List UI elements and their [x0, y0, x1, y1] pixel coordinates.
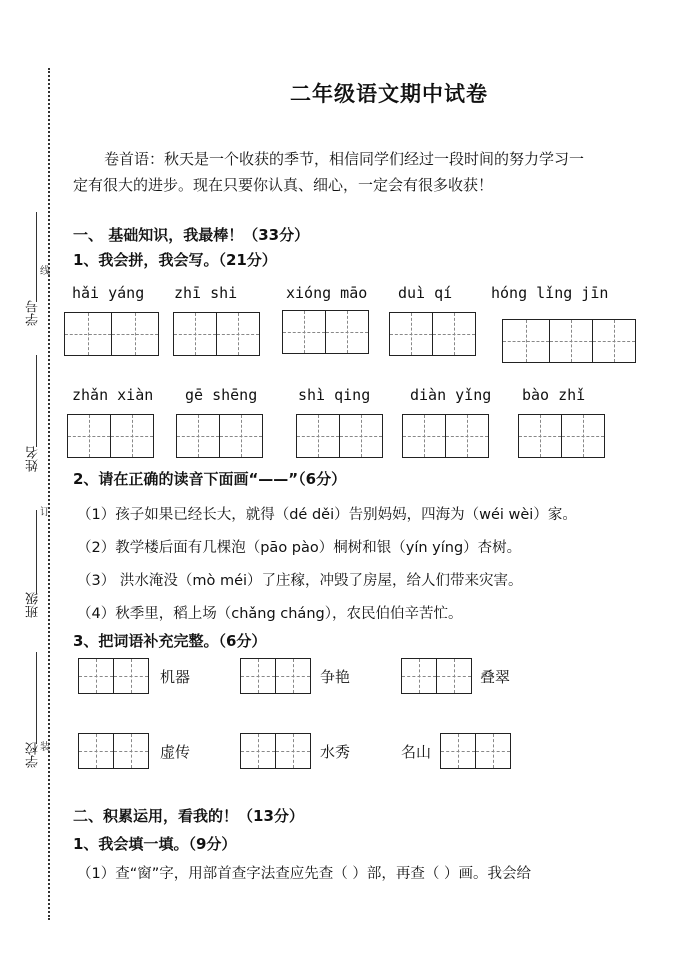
word-grid[interactable]: [78, 733, 148, 769]
q2-item: （3） 洪水淹没（mò méi）了庄稼，冲毁了房屋，给人们带来灾害。: [77, 573, 523, 589]
intro-line-1: 卷首语：秋天是一个收获的季节，相信同学们经过一段时间的努力学习一: [104, 150, 585, 168]
xingming-field[interactable]: [36, 355, 37, 447]
q2-item: （4）秋季里，稻上场（chǎng cháng），农民伯伯辛苦忙。: [77, 606, 463, 622]
pinyin-item: bào zhǐ: [522, 386, 586, 404]
pinyin-item: zhǎn xiàn: [72, 386, 154, 404]
section2-heading: 二、积累运用，看我的！（13分）: [73, 807, 304, 825]
section2-q1-heading: 1、我会填一填。（9分）: [73, 835, 237, 853]
word-label: 虚传: [160, 743, 191, 761]
q2-item: （2）教学楼后面有几棵泡（pāo pào）桐树和银（yín yíng）杏树。: [77, 540, 522, 556]
pinyin-item: hǎi yáng: [72, 284, 145, 302]
pinyin-item: gē shēng: [185, 386, 258, 404]
pinyin-item: duì qí: [398, 284, 453, 302]
writing-grid[interactable]: [282, 310, 368, 354]
q2-heading: 2、请在正确的读音下面画“——”（6分）: [73, 470, 347, 488]
writing-grid[interactable]: [176, 414, 262, 458]
writing-grid[interactable]: [518, 414, 604, 458]
word-grid[interactable]: [78, 658, 148, 694]
pinyin-item: shì qing: [298, 386, 371, 404]
q3-heading: 3、把词语补充完整。（6分）: [73, 632, 267, 650]
writing-grid[interactable]: [502, 319, 635, 363]
pinyin-item: xióng māo: [286, 284, 368, 302]
word-label: 争艳: [320, 668, 351, 686]
pinyin-item: diàn yǐng: [410, 386, 492, 404]
writing-grid[interactable]: [389, 312, 475, 356]
word-label: 叠翠: [480, 668, 511, 686]
banji-field[interactable]: [36, 510, 37, 594]
writing-grid[interactable]: [296, 414, 382, 458]
sidebar-xian-label: 线: [40, 266, 50, 277]
sidebar-banji-label: 班级: [26, 592, 41, 618]
xuehao-field[interactable]: [36, 212, 37, 302]
writing-grid[interactable]: [402, 414, 488, 458]
word-grid[interactable]: [240, 658, 310, 694]
section1-heading: 一、 基础知识，我最棒！（33分）: [73, 226, 310, 244]
sidebar-zhuang-label: 装: [40, 742, 50, 753]
word-label: 水秀: [320, 743, 351, 761]
word-label: 名山: [401, 743, 432, 761]
sidebar-xuexiao-label: 学校: [26, 742, 41, 768]
writing-grid[interactable]: [64, 312, 158, 356]
word-label: 机器: [160, 668, 191, 686]
q1-heading: 1、我会拼，我会写。（21分）: [73, 251, 277, 269]
writing-grid[interactable]: [67, 414, 153, 458]
section2-q1-item: （1）查“窗”字，用部首查字法查应先查（ ）部，再查（ ）画。我会给: [77, 866, 531, 882]
q2-item: （1）孩子如果已经长大，就得（dé děi）告别妈妈，四海为（wéi wèi）家。: [77, 507, 577, 523]
word-grid[interactable]: [240, 733, 310, 769]
binding-dotted-line: [48, 68, 50, 920]
sidebar-xingming-label: 姓名: [26, 446, 41, 472]
writing-grid[interactable]: [173, 312, 259, 356]
pinyin-item: hóng lǐng jīn: [491, 284, 609, 302]
page-title: 二年级语文期中试卷: [290, 82, 488, 106]
word-grid[interactable]: [401, 658, 471, 694]
xuexiao-field[interactable]: [36, 652, 37, 744]
word-grid[interactable]: [440, 733, 510, 769]
sidebar-xuehao-label: 学号: [26, 300, 41, 326]
intro-line-2: 定有很大的进步。现在只要你认真、细心，一定会有很多收获！: [73, 176, 494, 194]
sidebar-ding-label: 订: [40, 507, 50, 518]
pinyin-item: zhī shi: [174, 284, 238, 302]
